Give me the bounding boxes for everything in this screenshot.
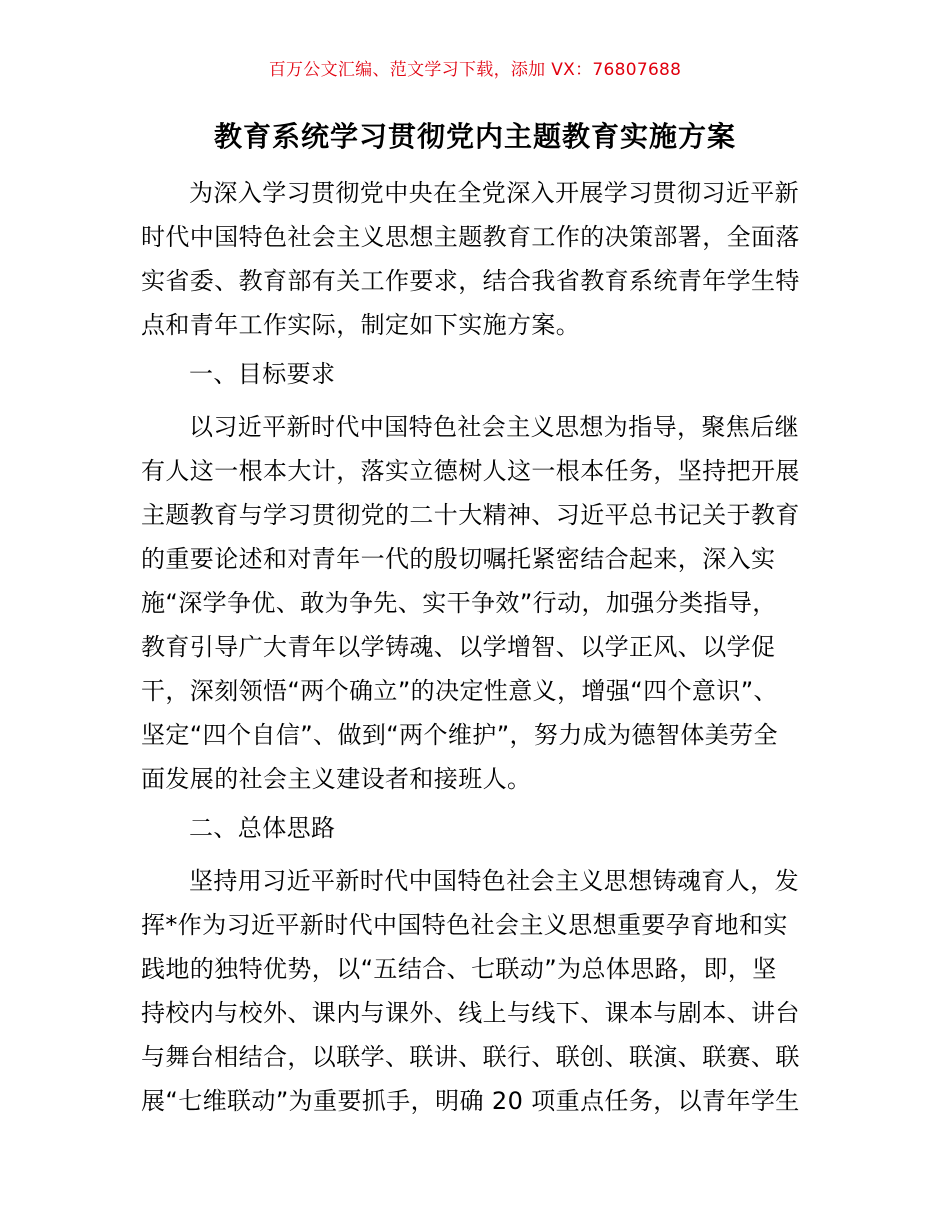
paragraph-line: 点和青年工作实际，制定如下实施方案。 <box>141 311 581 339</box>
paragraph-line: 挥*作为习近平新时代中国特色社会主义思想重要孕育地和实 <box>141 911 788 939</box>
paragraph-line: 干，深刻领悟“两个确立”的决定性意义，增强“四个意识”、 <box>141 677 778 705</box>
paragraph-line: 展“七维联动”为重要抓手，明确 20 项重点任务，以青年学生 <box>141 1087 800 1115</box>
paragraph-line: 以习近平新时代中国特色社会主义思想为指导，聚焦后继 <box>189 413 799 441</box>
paragraph-line: 的重要论述和对青年一代的殷切嘱托紧密结合起来，深入实 <box>141 545 776 573</box>
paragraph-line: 与舞台相结合，以联学、联讲、联行、联创、联演、联赛、联 <box>141 1043 800 1071</box>
paragraph-line: 为深入学习贯彻党中央在全党深入开展学习贯彻习近平新 <box>189 179 799 207</box>
paragraph-line: 实省委、教育部有关工作要求，结合我省教育系统青年学生特 <box>141 267 800 295</box>
watermark-text: 百万公文汇编、范文学习下载，添加 VX：76807688 <box>268 60 682 80</box>
paragraph-line: 有人这一根本大计，落实立德树人这一根本任务，坚持把开展 <box>141 457 800 485</box>
paragraph-line: 时代中国特色社会主义思想主题教育工作的决策部署，全面落 <box>141 223 800 251</box>
paragraph-line: 面发展的社会主义建设者和接班人。 <box>141 765 532 793</box>
document-title: 教育系统学习贯彻党内主题教育实施方案 <box>213 120 736 153</box>
paragraph-line: 教育引导广大青年以学铸魂、以学增智、以学正风、以学促 <box>141 633 776 661</box>
paragraph-line: 践地的独特优势，以“五结合、七联动”为总体思路，即，坚 <box>141 955 777 983</box>
section-heading: 一、目标要求 <box>189 360 336 388</box>
paragraph-line: 持校内与校外、课内与课外、线上与线下、课本与剧本、讲台 <box>141 999 800 1027</box>
paragraph-line: 坚定“四个自信”、做到“两个维护”，努力成为德智体美劳全 <box>141 721 778 749</box>
paragraph-line: 主题教育与学习贯彻党的二十大精神、习近平总书记关于教育 <box>141 501 800 529</box>
section-heading: 二、总体思路 <box>189 814 336 842</box>
paragraph-line: 施“深学争优、敢为争先、实干争效”行动，加强分类指导， <box>141 589 777 617</box>
paragraph-line: 坚持用习近平新时代中国特色社会主义思想铸魂育人，发 <box>189 867 799 895</box>
